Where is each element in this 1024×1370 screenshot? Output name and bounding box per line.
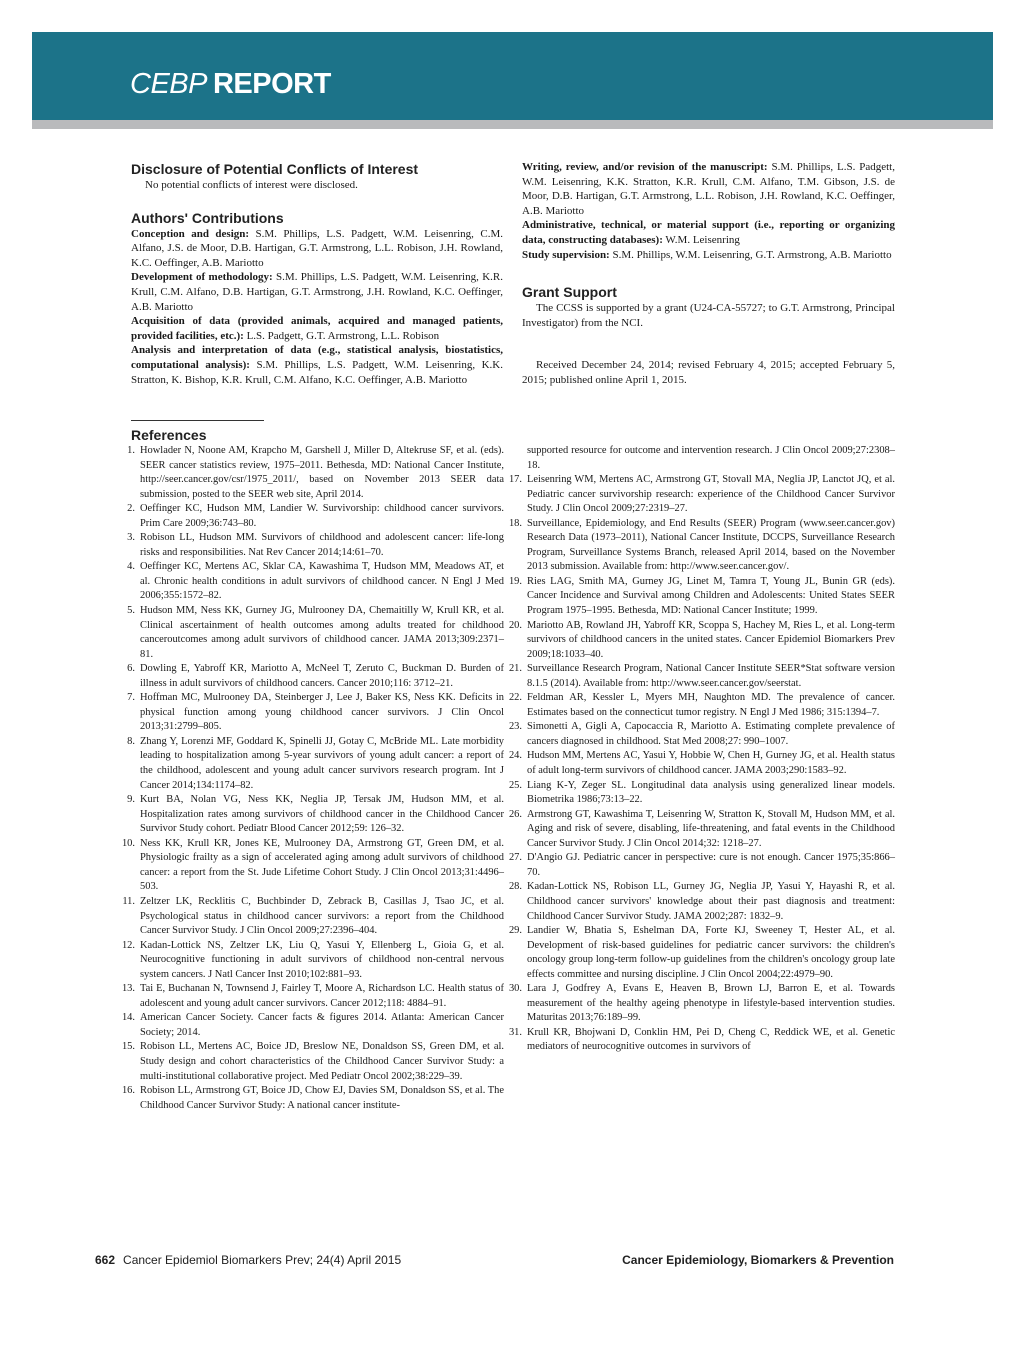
journal-name: Cancer Epidemiology, Biomarkers & Prevention [622, 1253, 894, 1267]
reference-item [502, 720, 895, 749]
reference-number: 1. [127, 445, 135, 456]
reference-item [502, 575, 895, 619]
reference-number: 3. [127, 532, 135, 544]
reference-item [115, 1011, 504, 1040]
reference-text: Robison LL, Mertens AC, Boice JD, Breslow NE, Donaldson SS, Green DM, et al. Study design and cohort characteristics of the Childhood Cancer Survivor Study: a multi-institutional collaborative project. Med Pediatr Oncol 2002;38:229–39. [140, 1041, 504, 1082]
reference-text: Surveillance, Epidemiology, and End Results (SEER) Program (www.seer.cancer.gov) Research Data (1973–2011), National Cancer Institute, DCCPS, Surveillance Research Program, Surveillance Systems Branch, released April 2014, based on the November 2013 submission. Available from: http://www.seer.cancer.gov/. [527, 517, 895, 573]
reference-number: 22. [508, 692, 522, 704]
reference-text: Surveillance Research Program, National Cancer Institute SEER*Stat software version 8.1.5 (2014). Available from: http://www.seer.cancer.gov/seerstat. [527, 663, 895, 689]
references-right-column [502, 444, 895, 1055]
reference-item [115, 531, 504, 560]
section-title-light: CEBP [130, 68, 207, 100]
references-heading: References [131, 427, 207, 443]
contribution-item: Study supervision: S.M. Phillips, W.M. Leisenring, G.T. Armstrong, A.B. Mariotto [522, 248, 892, 261]
contributions-heading: Authors' Contributions [131, 209, 284, 226]
section-divider [131, 420, 264, 421]
reference-text: Liang K-Y, Zeger SL. Longitudinal data analysis using generalized linear models. Biometrika 1986;73:13–22. [527, 779, 895, 806]
reference-text: Hoffman MC, Mulrooney DA, Steinberger J, Lee J, Baker KS, Ness KK. Deficits in physical function among young childhood cancer survivors. J Clin Oncol 2013;31:2799–805. [140, 692, 504, 733]
reference-number: 24. [508, 750, 522, 762]
footer-left [95, 1253, 401, 1267]
reference-item [115, 1040, 504, 1084]
right-column-top [522, 160, 895, 388]
reference-number: 15. [121, 1041, 135, 1053]
reference-item [502, 808, 895, 852]
reference-number: 12. [121, 939, 135, 951]
reference-text: Howlader N, Noone AM, Krapcho M, Garshell J, Miller D, Altekruse SF, et al. (eds). SEER cancer statistics review, 1975–2011. Bethesda, MD: National Cancer Institute, http://seer.cancer.gov/csr/1975_2011/, based on November 2013 SEER data submission, posted to the SEER web site, April 2014. [140, 445, 504, 500]
reference-number: 30. [508, 983, 522, 995]
reference-text: Feldman AR, Kessler L, Myers MH, Naughton MD. The prevalence of cancer. Estimates based on the connecticut tumor registry. N Engl J Med 1986; 315:1394–7. [527, 692, 895, 718]
reference-text: Leisenring WM, Mertens AC, Armstrong GT, Stovall MA, Neglia JP, Lanctot JQ, et al. Pediatric cancer survivorship research: experience of the Childhood Cancer Survivor Study. J Clin Oncol 2009;27:2319–27. [527, 474, 895, 515]
reference-item [115, 1084, 504, 1113]
reference-item [502, 982, 895, 1026]
reference-text: Robison LL, Armstrong GT, Boice JD, Chow EJ, Davies SM, Donaldson SS, et al. The Childhood Cancer Survivor Study: A national cancer institute- [140, 1085, 504, 1111]
reference-number: 20. [508, 619, 522, 631]
received-dates: Received December 24, 2014; revised February 4, 2015; accepted February 5, 2015; published online April 1, 2015. [522, 359, 895, 386]
reference-text: Mariotto AB, Rowland JH, Yabroff KR, Scoppa S, Hachey M, Ries L, et al. Long-term survivors of childhood cancers in the united states. Cancer Epidemiol Biomarkers Prev 2009;18:1033–40. [527, 619, 895, 660]
reference-number: 16. [121, 1085, 135, 1097]
reference-item [502, 1026, 895, 1055]
reference-text: Hudson MM, Ness KK, Gurney JG, Mulrooney DA, Chemaitilly W, Krull KR, et al. Clinical ascertainment of health outcomes among adults treated for childhood canceroutcomes among adult survivors of childhood cancer. JAMA 2013;309:2371–81. [140, 605, 504, 660]
grant-heading: Grant Support [522, 284, 617, 301]
reference-text: Ness KK, Krull KR, Jones KE, Mulrooney DA, Armstrong GT, Green DM, et al. Physiologic frailty as a sign of accelerated aging among adult survivors of childhood cancer: a report from the St. Jude Lifetime Cohort Study. J Clin Oncol 2013;31:4496–503. [140, 837, 504, 893]
reference-item [502, 444, 895, 473]
contribution-item: Writing, review, and/or revision of the manuscript: S.M. Phillips, L.S. Padgett, W.M. Leisenring, K.K. Stratton, K.R. Krull, C.M. Alfano, T.M. Gibson, J.S. de Moor, D.B. Hartigan, G.T. Armstrong, L.L. Robison, J.H. Rowland, K.C. Oeffinger, A.B. Mariotto [522, 161, 895, 217]
reference-number: 13. [121, 983, 135, 995]
reference-item [502, 662, 895, 691]
reference-item [502, 691, 895, 720]
reference-text: Hudson MM, Mertens AC, Yasui Y, Hobbie W, Chen H, Gurney JG, et al. Health status of adult long-term survivors of childhood cancer. JAMA 2003;290:1583–92. [527, 750, 895, 777]
reference-item [115, 691, 504, 735]
reference-item [115, 604, 504, 662]
reference-item [502, 619, 895, 663]
reference-text: Simonetti A, Gigli A, Capocaccia R, Mariotto A. Estimating complete prevalence of cancers diagnosed in childhood. Stat Med 2008;27: 990–1007. [527, 721, 895, 747]
reference-item [115, 662, 504, 691]
reference-text: Landier W, Bhatia S, Eshelman DA, Forte KJ, Sweeney T, Hester AL, et al. Development of risk-based guidelines for pediatric cancer survivors: the children's oncology group long-term follow-up guidelines from the children's oncology group late effects committee and nursing discipline. J Clin Oncol 2004;22:4979–90. [527, 925, 895, 980]
reference-text: Oeffinger KC, Mertens AC, Sklar CA, Kawashima T, Hudson MM, Meadows AT, et al. Chronic health conditions in adult survivors of childhood cancer. N Engl J Med 2006;355:1572–82. [140, 561, 504, 602]
left-column-top [131, 161, 503, 387]
reference-number: 21. [508, 663, 522, 675]
reference-text: Krull KR, Bhojwani D, Conklin HM, Pei D, Cheng C, Reddick WE, et al. Genetic mediators of neurocognitive outcomes in survivors of [527, 1026, 895, 1053]
reference-number: 8. [127, 735, 135, 747]
reference-number: 10. [121, 837, 135, 849]
contribution-item: Analysis and interpretation of data (e.g., statistical analysis, biostatistics, computational analysis): S.M. Phillips, L.S. Padgett, W.M. Leisenring, K.K. Stratton, K. Bishop, K.R. Krull, C.M. Alfano, K.C. Oeffinger, A.B. Mariotto [131, 344, 503, 386]
reference-number: 27. [508, 852, 522, 864]
reference-text: Robison LL, Hudson MM. Survivors of childhood and adolescent cancer: life-long risks and responsibilities. Nat Rev Cancer 2014;14:61–70. [140, 532, 504, 558]
reference-item [502, 924, 895, 982]
contribution-item: Development of methodology: S.M. Phillips, L.S. Padgett, W.M. Leisenring, K.R. Krull, C.M. Alfano, D.B. Hartigan, G.T. Armstrong, J.H. Rowland, K.C. Oeffinger, A.B. Mariotto [131, 271, 503, 313]
reference-text: Kurt BA, Nolan VG, Ness KK, Neglia JP, Tersak JM, Hudson MM, et al. Hospitalization rates among survivors of childhood cancer in the Childhood Cancer Survivor Study cohort. Pediatr Blood Cancer 2012;59: 126–32. [140, 794, 504, 835]
reference-text: Kadan-Lottick NS, Robison LL, Gurney JG, Neglia JP, Yasui Y, Hayashi R, et al. Childhood cancer survivors' knowledge about their past diagnosis and treatment: Childhood Cancer Survivor Study. JAMA 2002;287: 1832–9. [527, 881, 895, 922]
contribution-item: Conception and design: S.M. Phillips, L.S. Padgett, W.M. Leisenring, C.M. Alfano, J.S. de Moor, D.B. Hartigan, G.T. Armstrong, L.L. Robison, J.H. Rowland, K.C. Oeffinger, A.B. Mariotto [131, 227, 503, 269]
reference-text: D'Angio GJ. Pediatric cancer in perspective: cure is not enough. Cancer 1975;35:866–70. [527, 852, 895, 878]
reference-item [502, 749, 895, 778]
reference-number: 7. [127, 692, 135, 704]
grant-text: The CCSS is supported by a grant (U24-CA-55727; to G.T. Armstrong, Principal Investigator) from the NCI. [522, 302, 895, 329]
reference-text: Ries LAG, Smith MA, Gurney JG, Linet M, Tamra T, Young JL, Bunin GR (eds). Cancer Incidence and Survival among Children and Adolescents: United States SEER Program 1975–1995. Bethesda, MD: National Cancer Institute; 1999. [527, 575, 895, 617]
reference-item [502, 779, 895, 808]
reference-number: 4. [127, 561, 135, 573]
disclosure-heading: Disclosure of Potential Conflicts of Interest [131, 161, 419, 177]
section-title-bold: REPORT [212, 68, 331, 100]
reference-text: Kadan-Lottick NS, Zeltzer LK, Liu Q, Yasui Y, Ellenberg L, Gioia G, et al. Neurocognitive functioning in adult survivors of childhood non-central nervous system cancers. J Natl Cancer Inst 2010;102:881–93. [140, 939, 504, 980]
reference-item [115, 982, 504, 1011]
reference-item [115, 560, 504, 604]
reference-item [115, 502, 504, 531]
reference-number: 5. [127, 605, 135, 617]
reference-item [502, 851, 895, 880]
reference-item [115, 895, 504, 939]
reference-number: 26. [508, 808, 522, 820]
reference-number: 9. [127, 794, 135, 806]
reference-item [502, 880, 895, 924]
reference-item [502, 473, 895, 517]
reference-text: Zeltzer LK, Recklitis C, Buchbinder D, Zebrack B, Casillas J, Tsao JC, et al. Psychological status in childhood cancer survivors: a report from the Childhood Cancer Survivor Study. J Clin Oncol 2009;27:2396–404. [140, 895, 504, 937]
reference-item [502, 517, 895, 575]
reference-text: Oeffinger KC, Hudson MM, Landier W. Survivorship: childhood cancer survivors. Prim Care 2009;36:743–80. [140, 503, 504, 529]
reference-text: supported resource for outcome and intervention research. J Clin Oncol 2009;27:2308–18. [527, 445, 895, 471]
reference-item [115, 735, 504, 793]
reference-item [115, 444, 504, 502]
section-title [130, 70, 331, 99]
reference-number: 25. [508, 779, 522, 791]
reference-number: 2. [127, 503, 135, 515]
header-stripe [32, 120, 993, 129]
reference-item [115, 837, 504, 895]
contribution-item: Acquisition of data (provided animals, acquired and managed patients, provided facilities, etc.): L.S. Padgett, G.T. Armstrong, L.L. Robison [131, 315, 503, 342]
reference-number: 18. [508, 517, 522, 529]
reference-number [502, 444, 527, 473]
reference-item [115, 939, 504, 983]
reference-text: Armstrong GT, Kawashima T, Leisenring W, Stratton K, Stovall M, Hudson MM, et al. Aging and risk of severe, disabling, life-threatening, and fatal events in the Childhood Cancer Survivor Study. J Clin Oncol 2014;32: 1218–27. [527, 808, 895, 849]
reference-number: 31. [508, 1026, 522, 1038]
reference-number: 6. [127, 663, 135, 675]
reference-text: Tai E, Buchanan N, Townsend J, Fairley T, Moore A, Richardson LC. Health status of adolescent and young adult cancer survivors. Cancer 2012;118: 4884–91. [140, 983, 504, 1009]
reference-item [115, 793, 504, 837]
reference-number: 17. [508, 474, 522, 486]
reference-text: Zhang Y, Lorenzi MF, Goddard K, Spinelli JJ, Gotay C, McBride ML. Late morbidity leading to hospitalization among 5-year survivors of young adult cancer: a report of the childhood, adolescent and young adult cancer survivors research program. Int J Cancer 2014;134:1174–82. [140, 735, 504, 791]
reference-number: 29. [508, 925, 522, 937]
page-number: 662 [95, 1253, 116, 1267]
reference-number: 28. [508, 881, 522, 893]
disclosure-text: No potential conflicts of interest were disclosed. [145, 179, 358, 191]
contribution-item: Administrative, technical, or material support (i.e., reporting or organizing data, constructing databases): W.M. Leisenring [522, 219, 895, 246]
reference-number: 11. [122, 895, 135, 907]
references-left-column [115, 444, 504, 1113]
reference-number: 14. [121, 1012, 135, 1024]
reference-text: American Cancer Society. Cancer facts & figures 2014. Atlanta: American Cancer Society; 2014. [140, 1012, 504, 1038]
reference-text: Lara J, Godfrey A, Evans E, Heaven B, Brown LJ, Barron E, et al. Towards measurement of the healthy ageing phenotype in lifestyle-based intervention studies. Maturitas 2013;76:189–99. [527, 983, 895, 1024]
reference-number: 19. [508, 575, 522, 587]
reference-text: Dowling E, Yabroff KR, Mariotto A, McNeel T, Zeruto C, Buckman D. Burden of illness in adult survivors of childhood cancers. Cancer 2010;116: 3712–21. [140, 663, 504, 689]
reference-number: 23. [508, 721, 522, 733]
journal-issue: Cancer Epidemiol Biomarkers Prev; 24(4) April 2015 [123, 1253, 402, 1267]
